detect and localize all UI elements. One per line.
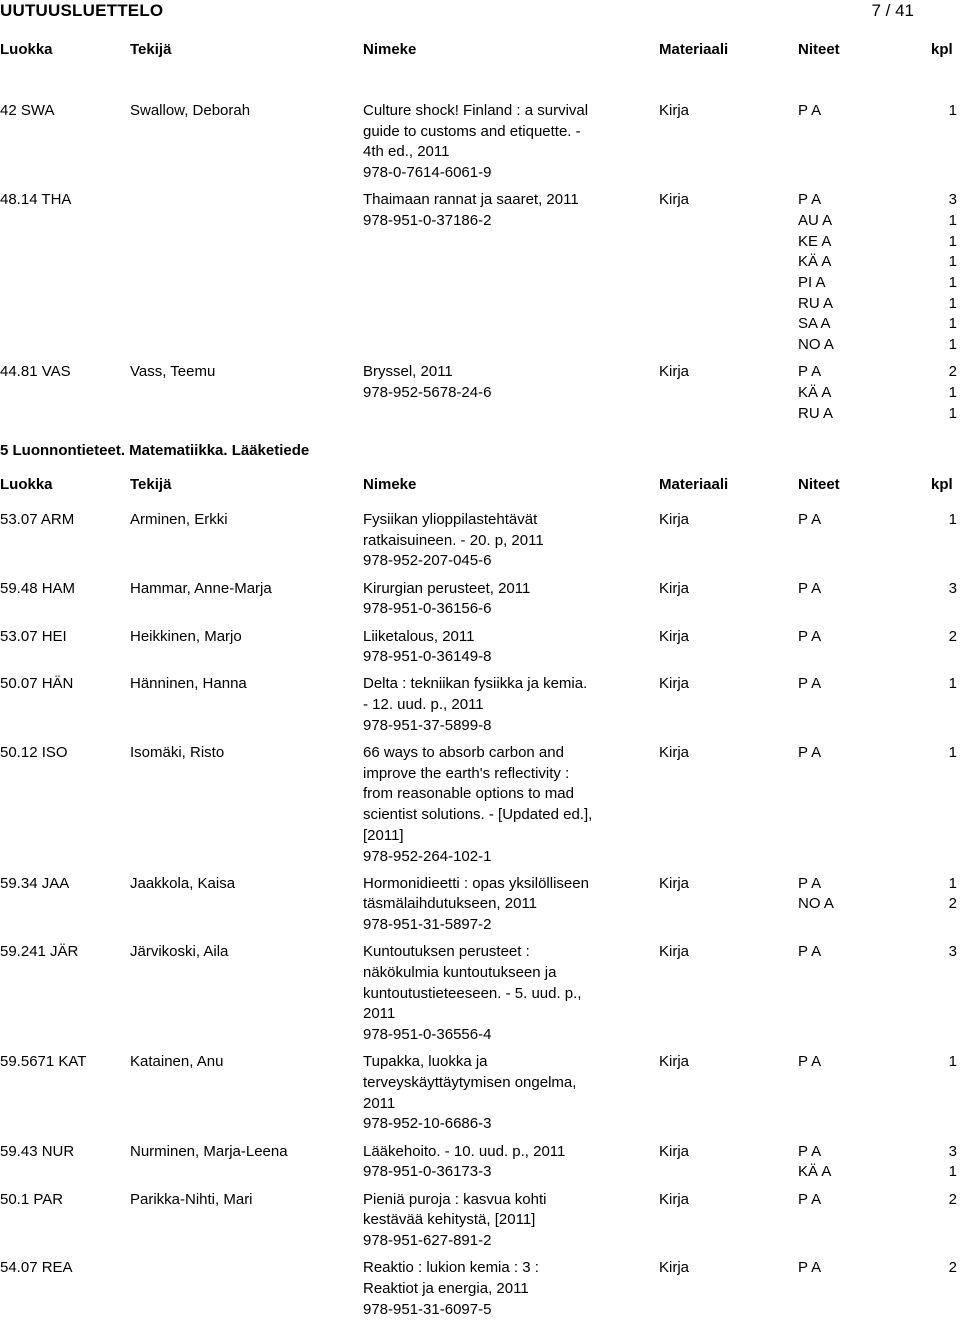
entry-niteet [798,1052,960,1073]
entry-tekija: Hammar, Anne-Marja [130,579,272,600]
entry-nite-count: 1 [949,743,957,764]
entry-nite-count: 3 [949,1142,957,1163]
entry-luokka: 59.43 NUR [0,1142,74,1163]
column-header-luokka: Luokka [0,40,53,61]
catalog-entry [0,579,960,620]
entry-nite-row [798,335,960,356]
entry-nite-row [798,273,960,294]
entry-nimeke-line: 66 ways to absorb carbon and [363,743,628,764]
entry-nite-row [798,1162,960,1183]
entry-nite-count: 1 [949,874,957,895]
entry-nite-location: P A [798,101,821,122]
column-header-niteet: Niteet [798,40,840,61]
entry-nite-count: 1 [949,674,957,695]
entry-luokka: 59.5671 KAT [0,1052,86,1073]
entry-nite-location: P A [798,510,821,531]
entry-nite-location: P A [798,674,821,695]
entry-nimeke-line: - 12. uud. p., 2011 [363,695,628,716]
entry-tekija: Järvikoski, Aila [130,942,228,963]
entry-nimeke-line: scientist solutions. - [Updated ed.], [363,805,628,826]
entry-nimeke-line: 978-951-31-5897-2 [363,915,628,936]
entry-niteet [798,874,960,915]
entry-nite-location: P A [798,1258,821,1279]
entry-nite-location: NO A [798,335,834,356]
entry-nimeke-line: Lääkehoito. - 10. uud. p., 2011 [363,1142,628,1163]
entry-nite-row [798,1190,960,1211]
entry-nimeke [363,1142,628,1183]
entry-niteet [798,362,960,424]
entry-nite-count: 3 [949,579,957,600]
entry-nite-row [798,232,960,253]
entry-nite-count: 1 [949,294,957,315]
column-header-kpl: kpl [931,475,953,496]
catalog-entry [0,1052,960,1135]
entry-nite-count: 3 [949,942,957,963]
entry-nite-location: RU A [798,404,833,425]
entry-nite-location: PI A [798,273,826,294]
entry-nite-location: P A [798,362,821,383]
column-header-materiaali: Materiaali [659,40,728,61]
entry-niteet [798,1258,960,1279]
entry-nimeke-line: Culture shock! Finland : a survival [363,101,628,122]
entry-nimeke [363,1190,628,1252]
entry-nimeke-line: 978-951-37-5899-8 [363,716,628,737]
entry-luokka: 50.1 PAR [0,1190,63,1211]
entry-nimeke-line: Hormonidieetti : opas yksilölliseen [363,874,628,895]
entry-nimeke-line: 978-952-10-6686-3 [363,1114,628,1135]
entry-luokka: 50.12 ISO [0,743,68,764]
entry-tekija: Katainen, Anu [130,1052,223,1073]
column-header-nimeke: Nimeke [363,40,416,61]
catalog-entry [0,874,960,936]
entry-nite-row [798,743,960,764]
entry-nite-row [798,362,960,383]
column-header-materiaali: Materiaali [659,475,728,496]
entry-nite-row [798,404,960,425]
entry-nite-row [798,674,960,695]
entry-niteet [798,674,960,695]
entry-niteet [798,627,960,648]
entry-tekija: Swallow, Deborah [130,101,250,122]
column-header-tekija: Tekijä [130,475,171,496]
catalog-entry [0,942,960,1046]
entry-tekija: Heikkinen, Marjo [130,627,242,648]
entry-nite-count: 1 [949,404,957,425]
entry-nite-row [798,1052,960,1073]
entry-tekija: Isomäki, Risto [130,743,224,764]
entry-nimeke-line: Bryssel, 2011 [363,362,628,383]
entry-tekija: Jaakkola, Kaisa [130,874,235,895]
entry-niteet [798,101,960,122]
entry-nimeke-line: 2011 [363,1004,628,1025]
entry-nimeke-line: 978-952-5678-24-6 [363,383,628,404]
page-number: 7 / 41 [871,1,914,22]
entry-materiaali: Kirja [659,510,689,531]
page-title: UUTUUSLUETTELO [0,1,163,22]
entry-nite-row [798,211,960,232]
entry-luokka: 59.34 JAA [0,874,69,895]
entry-nimeke-line: 978-951-627-891-2 [363,1231,628,1252]
column-header-nimeke: Nimeke [363,475,416,496]
column-header-row [0,40,960,62]
catalog-entry [0,674,960,736]
entry-nimeke-line: Reaktiot ja energia, 2011 [363,1279,628,1300]
entry-tekija: Hänninen, Hanna [130,674,247,695]
entry-nite-location: P A [798,190,821,211]
entry-tekija: Vass, Teemu [130,362,215,383]
entry-nimeke-line: Delta : tekniikan fysiikka ja kemia. [363,674,628,695]
entry-nite-row [798,101,960,122]
entry-tekija: Parikka-Nihti, Mari [130,1190,253,1211]
entry-luokka: 53.07 HEI [0,627,67,648]
catalog-entry [0,190,960,356]
entry-nimeke-line: Kuntoutuksen perusteet : [363,942,628,963]
entry-nite-location: P A [798,579,821,600]
entry-nite-location: AU A [798,211,832,232]
section-title: 5 Luonnontieteet. Matematiikka. Lääketiede [0,441,309,462]
entry-nimeke-line: [2011] [363,826,628,847]
entry-nimeke [363,942,628,1046]
catalog-entry [0,627,960,668]
catalog-entry [0,362,960,424]
entry-nimeke-line: improve the earth's reflectivity : [363,764,628,785]
entry-nimeke [363,510,628,572]
entry-nite-location: P A [798,942,821,963]
catalog-entry [0,1142,960,1183]
entry-nimeke-line: Reaktio : lukion kemia : 3 : [363,1258,628,1279]
entry-nite-location: KE A [798,232,831,253]
entry-nimeke [363,674,628,736]
entry-nimeke-line: kuntoutustieteeseen. - 5. uud. p., [363,984,628,1005]
entry-nimeke-line: Thaimaan rannat ja saaret, 2011 [363,190,628,211]
entry-nite-row [798,1258,960,1279]
entry-nite-row [798,314,960,335]
entry-nite-count: 2 [949,1258,957,1279]
entry-nimeke-line: täsmälaihdutukseen, 2011 [363,894,628,915]
entry-nimeke [363,362,628,403]
entry-nite-count: 2 [949,362,957,383]
catalog-entry [0,1190,960,1252]
entry-nite-count: 1 [949,383,957,404]
entry-materiaali: Kirja [659,1142,689,1163]
entry-niteet [798,743,960,764]
entry-materiaali: Kirja [659,1052,689,1073]
entry-nimeke-line: 4th ed., 2011 [363,142,628,163]
entry-nimeke-line: 2011 [363,1094,628,1115]
entry-materiaali: Kirja [659,1190,689,1211]
catalog-entry [0,101,960,184]
entry-nimeke-line: 978-951-0-36149-8 [363,647,628,668]
entry-nite-count: 1 [949,232,957,253]
entry-nimeke-line: 978-952-207-045-6 [363,551,628,572]
entry-nimeke [363,743,628,867]
entry-nite-count: 1 [949,252,957,273]
entry-nite-row [798,579,960,600]
entry-materiaali: Kirja [659,674,689,695]
entry-nite-location: P A [798,627,821,648]
entry-nimeke-line: 978-951-0-37186-2 [363,211,628,232]
entry-luokka: 59.48 HAM [0,579,75,600]
entry-materiaali: Kirja [659,942,689,963]
entry-nite-row [798,510,960,531]
column-header-kpl: kpl [931,40,953,61]
entry-luokka: 54.07 REA [0,1258,73,1279]
catalog-entry [0,1258,960,1320]
entry-nimeke-line: Fysiikan ylioppilastehtävät [363,510,628,531]
column-header-tekija: Tekijä [130,40,171,61]
entry-nite-count: 1 [949,101,957,122]
entry-materiaali: Kirja [659,874,689,895]
entry-nite-count: 3 [949,190,957,211]
entry-materiaali: Kirja [659,1258,689,1279]
entry-nimeke-line: Liiketalous, 2011 [363,627,628,648]
entry-nimeke [363,579,628,620]
entry-nite-row [798,383,960,404]
entry-nimeke-line: 978-951-31-6097-5 [363,1300,628,1320]
entry-nite-location: P A [798,1142,821,1163]
entry-nite-location: KÄ A [798,252,831,273]
entry-nite-count: 1 [949,335,957,356]
entry-niteet [798,942,960,963]
entry-materiaali: Kirja [659,627,689,648]
entry-nimeke [363,874,628,936]
entry-materiaali: Kirja [659,743,689,764]
entry-nite-location: SA A [798,314,831,335]
entry-nite-count: 2 [949,627,957,648]
entry-nite-row [798,942,960,963]
entry-nite-count: 1 [949,211,957,232]
column-header-row [0,475,960,497]
entry-nite-row [798,294,960,315]
entry-luokka: 53.07 ARM [0,510,74,531]
entry-materiaali: Kirja [659,362,689,383]
entry-luokka: 48.14 THA [0,190,71,211]
entry-nite-location: P A [798,1052,821,1073]
entry-tekija: Arminen, Erkki [130,510,228,531]
page-header [0,0,960,24]
entry-nimeke-line: from reasonable options to mad [363,784,628,805]
entry-luokka: 44.81 VAS [0,362,71,383]
catalog-entry [0,510,960,572]
entry-nimeke [363,627,628,668]
entry-nimeke-line: guide to customs and etiquette. - [363,122,628,143]
entry-nite-row [798,894,960,915]
entry-nimeke [363,1258,628,1320]
entry-nimeke [363,101,628,184]
entry-nimeke-line: näkökulmia kuntoutukseen ja [363,963,628,984]
entry-nimeke-line: ratkaisuineen. - 20. p, 2011 [363,531,628,552]
entry-nite-count: 1 [949,314,957,335]
entry-niteet [798,1190,960,1211]
entry-nimeke-line: Kirurgian perusteet, 2011 [363,579,628,600]
entry-nite-row [798,1142,960,1163]
entry-niteet [798,579,960,600]
entry-niteet [798,190,960,356]
entry-nite-location: KÄ A [798,1162,831,1183]
entry-nimeke-line: 978-952-264-102-1 [363,847,628,868]
entry-nite-row [798,190,960,211]
entry-nimeke-line: Pieniä puroja : kasvua kohti [363,1190,628,1211]
entry-nite-count: 1 [949,510,957,531]
entry-materiaali: Kirja [659,190,689,211]
entry-nite-location: KÄ A [798,383,831,404]
entry-nite-row [798,874,960,895]
entry-nite-count: 1 [949,273,957,294]
entry-nimeke [363,190,628,231]
entry-nimeke-line: 978-951-0-36156-6 [363,599,628,620]
entry-niteet [798,510,960,531]
entry-nite-row [798,252,960,273]
entry-nite-location: NO A [798,894,834,915]
entry-nite-location: P A [798,743,821,764]
entry-nite-count: 1 [949,1162,957,1183]
entry-nimeke-line: 978-0-7614-6061-9 [363,163,628,184]
entry-nimeke-line: 978-951-0-36556-4 [363,1025,628,1046]
entry-nimeke-line: terveyskäyttäytymisen ongelma, [363,1073,628,1094]
entry-tekija: Nurminen, Marja-Leena [130,1142,288,1163]
entry-nimeke-line: 978-951-0-36173-3 [363,1162,628,1183]
entry-nimeke [363,1052,628,1135]
entry-niteet [798,1142,960,1183]
catalog-entry [0,743,960,867]
entry-luokka: 42 SWA [0,101,54,122]
entry-luokka: 50.07 HÄN [0,674,73,695]
entry-nimeke-line: Tupakka, luokka ja [363,1052,628,1073]
entry-materiaali: Kirja [659,579,689,600]
entry-nite-count: 2 [949,894,957,915]
entry-nite-count: 1 [949,1052,957,1073]
column-header-niteet: Niteet [798,475,840,496]
entry-nimeke-line: kestävää kehitystä, [2011] [363,1210,628,1231]
column-header-luokka: Luokka [0,475,53,496]
entry-luokka: 59.241 JÄR [0,942,78,963]
entry-nite-row [798,627,960,648]
entry-nite-location: P A [798,874,821,895]
entry-materiaali: Kirja [659,101,689,122]
entry-nite-location: RU A [798,294,833,315]
entry-nite-count: 2 [949,1190,957,1211]
entry-nite-location: P A [798,1190,821,1211]
